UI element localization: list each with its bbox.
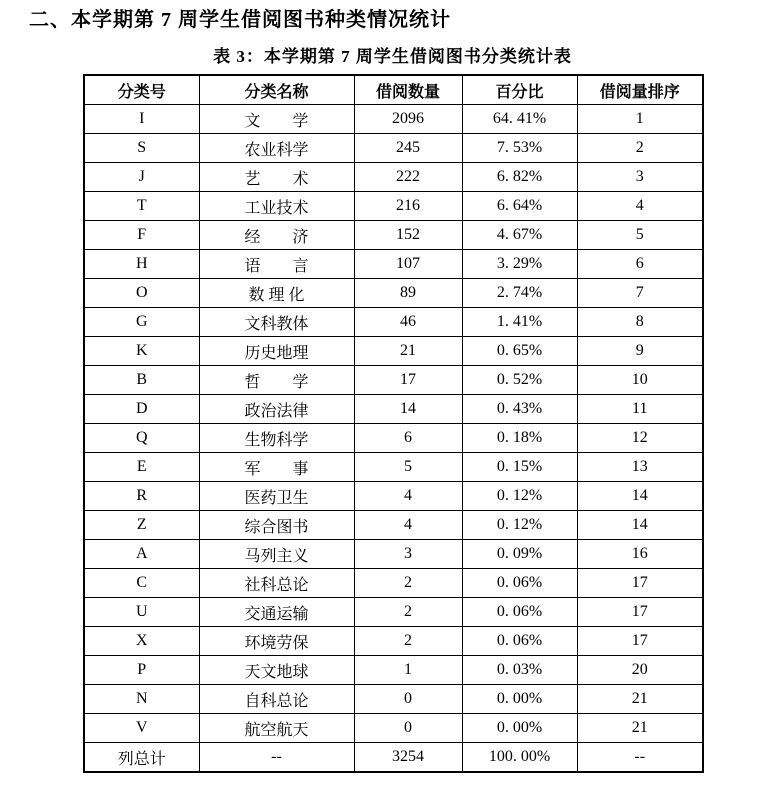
table-cell: 0. 18%	[462, 424, 577, 453]
table-cell: 17	[577, 627, 703, 656]
table-cell: 政治法律	[199, 395, 354, 424]
table-cell: 0. 65%	[462, 337, 577, 366]
table-header-row	[84, 75, 703, 105]
table-cell: 0. 15%	[462, 453, 577, 482]
table-cell: 17	[354, 366, 462, 395]
table-row	[84, 627, 703, 656]
table-cell: P	[84, 656, 199, 685]
table-cell: 天文地球	[199, 656, 354, 685]
table-row	[84, 714, 703, 743]
table-cell: 0. 43%	[462, 395, 577, 424]
table-total-row	[84, 743, 703, 773]
table-cell: 7	[577, 279, 703, 308]
table-cell: 8	[577, 308, 703, 337]
table-cell: J	[84, 163, 199, 192]
table-cell: 5	[577, 221, 703, 250]
section-heading: 二、本学期第 7 周学生借阅图书种类情况统计	[29, 9, 451, 31]
table-cell: 0. 09%	[462, 540, 577, 569]
table-cell: 文 学	[199, 105, 354, 134]
table-cell: X	[84, 627, 199, 656]
table-cell: G	[84, 308, 199, 337]
col-header-category-code: 分类号	[84, 75, 199, 105]
table-caption: 表 3：本学期第 7 周学生借阅图书分类统计表	[213, 47, 572, 66]
table-cell: 1. 41%	[462, 308, 577, 337]
table-cell: 环境劳保	[199, 627, 354, 656]
table-row	[84, 685, 703, 714]
table-cell: 3	[354, 540, 462, 569]
table-cell: 0. 52%	[462, 366, 577, 395]
table-cell: 生物科学	[199, 424, 354, 453]
table-row	[84, 598, 703, 627]
table-cell: 4	[354, 482, 462, 511]
table-cell: C	[84, 569, 199, 598]
table-cell: 6	[577, 250, 703, 279]
table-cell: I	[84, 105, 199, 134]
table-cell: 0. 06%	[462, 569, 577, 598]
table-cell: --	[577, 743, 703, 773]
table-cell: 222	[354, 163, 462, 192]
table-cell: 21	[577, 685, 703, 714]
table-row	[84, 656, 703, 685]
col-header-percentage: 百分比	[462, 75, 577, 105]
table-cell: 0	[354, 714, 462, 743]
table-cell: 216	[354, 192, 462, 221]
table-cell: 社科总论	[199, 569, 354, 598]
table-cell: 经 济	[199, 221, 354, 250]
table-cell: 5	[354, 453, 462, 482]
table-cell: E	[84, 453, 199, 482]
table-cell: 历史地理	[199, 337, 354, 366]
table-cell: 综合图书	[199, 511, 354, 540]
table-row	[84, 366, 703, 395]
table-cell: 4	[354, 511, 462, 540]
table-row	[84, 250, 703, 279]
table-cell: 64. 41%	[462, 105, 577, 134]
table-cell: --	[199, 743, 354, 773]
table-cell: 0. 03%	[462, 656, 577, 685]
table-cell: 0. 00%	[462, 714, 577, 743]
table-cell: 245	[354, 134, 462, 163]
table-cell: 7. 53%	[462, 134, 577, 163]
table-row	[84, 192, 703, 221]
table-cell: 0	[354, 685, 462, 714]
table-cell: 自科总论	[199, 685, 354, 714]
table-cell: 3254	[354, 743, 462, 773]
table-cell: T	[84, 192, 199, 221]
table-cell: A	[84, 540, 199, 569]
col-header-borrow-count: 借阅数量	[354, 75, 462, 105]
table-cell: 数 理 化	[199, 279, 354, 308]
col-header-borrow-rank: 借阅量排序	[577, 75, 703, 105]
table-cell: 14	[577, 511, 703, 540]
table-row	[84, 395, 703, 424]
table-cell: Q	[84, 424, 199, 453]
table-cell: 文科教体	[199, 308, 354, 337]
table-cell: 马列主义	[199, 540, 354, 569]
table-cell: K	[84, 337, 199, 366]
table-cell: Z	[84, 511, 199, 540]
table-row	[84, 279, 703, 308]
table-cell: 14	[354, 395, 462, 424]
table-cell: 2	[354, 627, 462, 656]
table-cell: 10	[577, 366, 703, 395]
table-cell: 0. 00%	[462, 685, 577, 714]
table-row	[84, 163, 703, 192]
table-cell: 医药卫生	[199, 482, 354, 511]
table-cell: 4	[577, 192, 703, 221]
table-cell: 艺 术	[199, 163, 354, 192]
table-cell: 107	[354, 250, 462, 279]
table-cell: 1	[577, 105, 703, 134]
table-cell: 语 言	[199, 250, 354, 279]
table-cell: 0. 12%	[462, 482, 577, 511]
table-cell: 航空航天	[199, 714, 354, 743]
table-cell: 2096	[354, 105, 462, 134]
table-cell: 2. 74%	[462, 279, 577, 308]
table-cell: 哲 学	[199, 366, 354, 395]
table-cell: N	[84, 685, 199, 714]
table-cell: 3. 29%	[462, 250, 577, 279]
table-cell: 2	[577, 134, 703, 163]
col-header-category-name: 分类名称	[199, 75, 354, 105]
table-cell: 16	[577, 540, 703, 569]
table-body	[84, 105, 703, 773]
table-cell: 农业科学	[199, 134, 354, 163]
table-row	[84, 482, 703, 511]
table-cell: 14	[577, 482, 703, 511]
table-cell: F	[84, 221, 199, 250]
table-cell: 1	[354, 656, 462, 685]
table-cell: H	[84, 250, 199, 279]
table-cell: V	[84, 714, 199, 743]
table-row	[84, 221, 703, 250]
table-row	[84, 105, 703, 134]
table-cell: 3	[577, 163, 703, 192]
table-cell: 11	[577, 395, 703, 424]
table-cell: B	[84, 366, 199, 395]
table-cell: 6. 64%	[462, 192, 577, 221]
table-cell: 军 事	[199, 453, 354, 482]
table-cell: 20	[577, 656, 703, 685]
table-row	[84, 511, 703, 540]
table-cell: O	[84, 279, 199, 308]
table-cell: 12	[577, 424, 703, 453]
table-cell: 100. 00%	[462, 743, 577, 773]
table-cell: 13	[577, 453, 703, 482]
table-cell: 9	[577, 337, 703, 366]
table-row	[84, 337, 703, 366]
table-cell: 0. 06%	[462, 598, 577, 627]
table-cell: 46	[354, 308, 462, 337]
table-cell: 2	[354, 598, 462, 627]
table-cell: 152	[354, 221, 462, 250]
table-cell: 21	[577, 714, 703, 743]
table-row	[84, 453, 703, 482]
table-cell: 17	[577, 569, 703, 598]
table-cell: R	[84, 482, 199, 511]
table-cell: 6	[354, 424, 462, 453]
table-cell: 89	[354, 279, 462, 308]
table-cell: S	[84, 134, 199, 163]
table-cell: 2	[354, 569, 462, 598]
table-row	[84, 569, 703, 598]
table-row	[84, 308, 703, 337]
table-cell: 21	[354, 337, 462, 366]
table-cell: 0. 12%	[462, 511, 577, 540]
table-cell: 列总计	[84, 743, 199, 773]
table-cell: 0. 06%	[462, 627, 577, 656]
table-cell: D	[84, 395, 199, 424]
table-cell: 交通运输	[199, 598, 354, 627]
table-cell: 工业技术	[199, 192, 354, 221]
table-row	[84, 134, 703, 163]
table-row	[84, 540, 703, 569]
table-cell: U	[84, 598, 199, 627]
table-cell: 6. 82%	[462, 163, 577, 192]
borrow-stats-table	[83, 74, 704, 773]
table-cell: 17	[577, 598, 703, 627]
table-row	[84, 424, 703, 453]
table-cell: 4. 67%	[462, 221, 577, 250]
